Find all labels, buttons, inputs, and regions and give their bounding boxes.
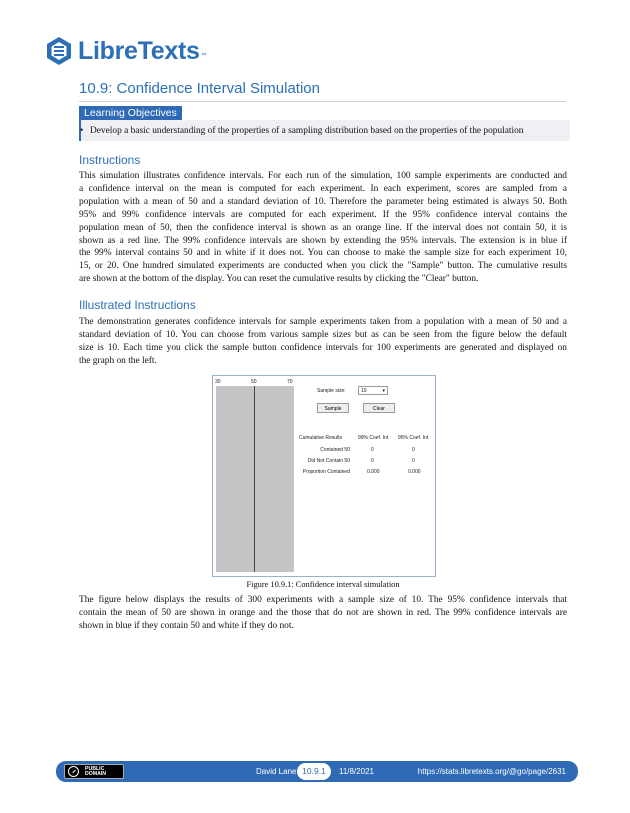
illustrated-line: standard deviation of 10. You can choose from various sample sizes but as can be seen from the figure below the default <box>79 329 567 340</box>
footer-url[interactable]: https://stats.libretexts.org/@go/page/2631 <box>417 767 566 776</box>
illustrated-line: The demonstration generates confidence intervals for sample experiments taken from a population with a mean of 50 and a <box>79 317 567 327</box>
results-row-95-value: 0 <box>412 447 415 453</box>
sample-button[interactable]: Sample <box>317 403 349 413</box>
sample-size-label: Sample size: <box>317 388 346 394</box>
instructions-line: are shown at the bottom of the display. You can reset the cumulative results by clicking the "Clear" button. <box>79 274 479 285</box>
footer-date: 11/8/2021 <box>339 767 374 776</box>
footer-author: David Lane <box>256 767 297 776</box>
closing-line: contain the mean of 50 are shown in orange and the those that do not are shown in red. The 99% confidence intervals are <box>79 607 567 618</box>
simulation-figure <box>212 375 436 577</box>
libretexts-logo[interactable] <box>44 36 207 66</box>
learning-objective-item: • Develop a basic understanding of the properties of a sampling distribution based on the properties of the population <box>90 126 524 136</box>
results-row-label: Did Not Contain 50 <box>307 458 350 464</box>
logo-text: LibreTexts <box>78 36 200 65</box>
results-header-99: 99% Coef. Int <box>358 435 389 441</box>
results-row-label: Contained 50 <box>320 447 350 453</box>
axis-tick-70: 70 <box>287 379 293 385</box>
results-row-99-value: 0.000 <box>367 469 380 475</box>
public-domain-badge[interactable] <box>64 764 124 779</box>
instructions-line: the 99% interval contains 50 and in white if it does not. You can choose to make the sample size for each experiment 10, <box>79 248 567 259</box>
results-row-95-value: 0 <box>412 458 415 464</box>
instructions-line: 95% and 99% confidence intervals are computed for each experiment. If the 95% confidence interval contains the <box>79 209 567 220</box>
license-line: DOMAIN <box>85 771 107 778</box>
closing-line: shown in blue if they contain 50 and white if they do not. <box>79 620 294 631</box>
illustrated-paragraph <box>79 316 567 368</box>
instructions-line: a confidence interval on the mean is computed for each experiment. In each experiment, scores are sampled from a <box>79 183 567 194</box>
page-title: 10.9: Confidence Interval Simulation <box>79 80 320 97</box>
libretexts-logo-icon <box>44 36 74 66</box>
license-line: PUBLIC <box>85 765 105 772</box>
illustrated-line: the graph on the left. <box>79 355 157 366</box>
closing-line: The figure below displays the results of 300 experiments with a sample size of 10. The 95% confidence intervals that <box>79 595 567 605</box>
license-label <box>85 767 123 778</box>
instructions-line: shown as a red line. The 99% confidence intervals are shown by extending the 95% intervals. The extension is in blue if <box>79 235 567 246</box>
closing-paragraph <box>79 594 567 633</box>
illustrated-line: size is 10. Each time you click the sample button confidence intervals for 100 experiments are generated and displayed on <box>79 342 567 353</box>
clear-button[interactable]: Clear <box>363 403 395 413</box>
results-header-95: 95% Coef. Int <box>398 435 429 441</box>
results-row-99-value: 0 <box>371 458 374 464</box>
axis-tick-30: 30 <box>215 379 221 385</box>
learning-objectives-label: Learning Objectives <box>79 106 182 121</box>
results-row-95-value: 0.000 <box>408 469 421 475</box>
mean-reference-line <box>254 386 255 572</box>
sample-size-select[interactable]: 10 ▾ <box>358 386 388 395</box>
instructions-heading: Instructions <box>79 153 141 167</box>
public-domain-icon <box>68 766 79 777</box>
logo-trademark: ™ <box>200 53 207 59</box>
page-footer <box>56 761 578 782</box>
instructions-line: population mean of 50, then the confidence interval is shown as an orange line. If the interval does not contain 50, it is <box>79 222 567 233</box>
instructions-line: 15, or 20. One hundred simulated experiments are conducted when you click the "Sample" button. The cumulative results <box>79 261 567 272</box>
axis-tick-50: 50 <box>251 379 257 385</box>
footer-page-number: 10.9.1 <box>297 763 331 780</box>
instructions-paragraph <box>79 170 567 286</box>
results-header-label: Cumulative Results <box>299 435 343 441</box>
title-divider <box>79 101 566 102</box>
instructions-line: This simulation illustrates confidence intervals. For each run of the simulation, 100 sample experiments are conducted and <box>79 171 567 181</box>
illustrated-instructions-heading: Illustrated Instructions <box>79 298 196 312</box>
instructions-line: population with a mean of 50 and a standard deviation of 10. Therefore the parameter being estimated is always 50. Both <box>79 196 567 207</box>
figure-caption: Figure 10.9.1: Confidence interval simulation <box>246 580 400 589</box>
results-row-label: Proportion Contained <box>302 469 350 475</box>
interval-plot-area <box>216 386 294 572</box>
results-row-99-value: 0 <box>371 447 374 453</box>
